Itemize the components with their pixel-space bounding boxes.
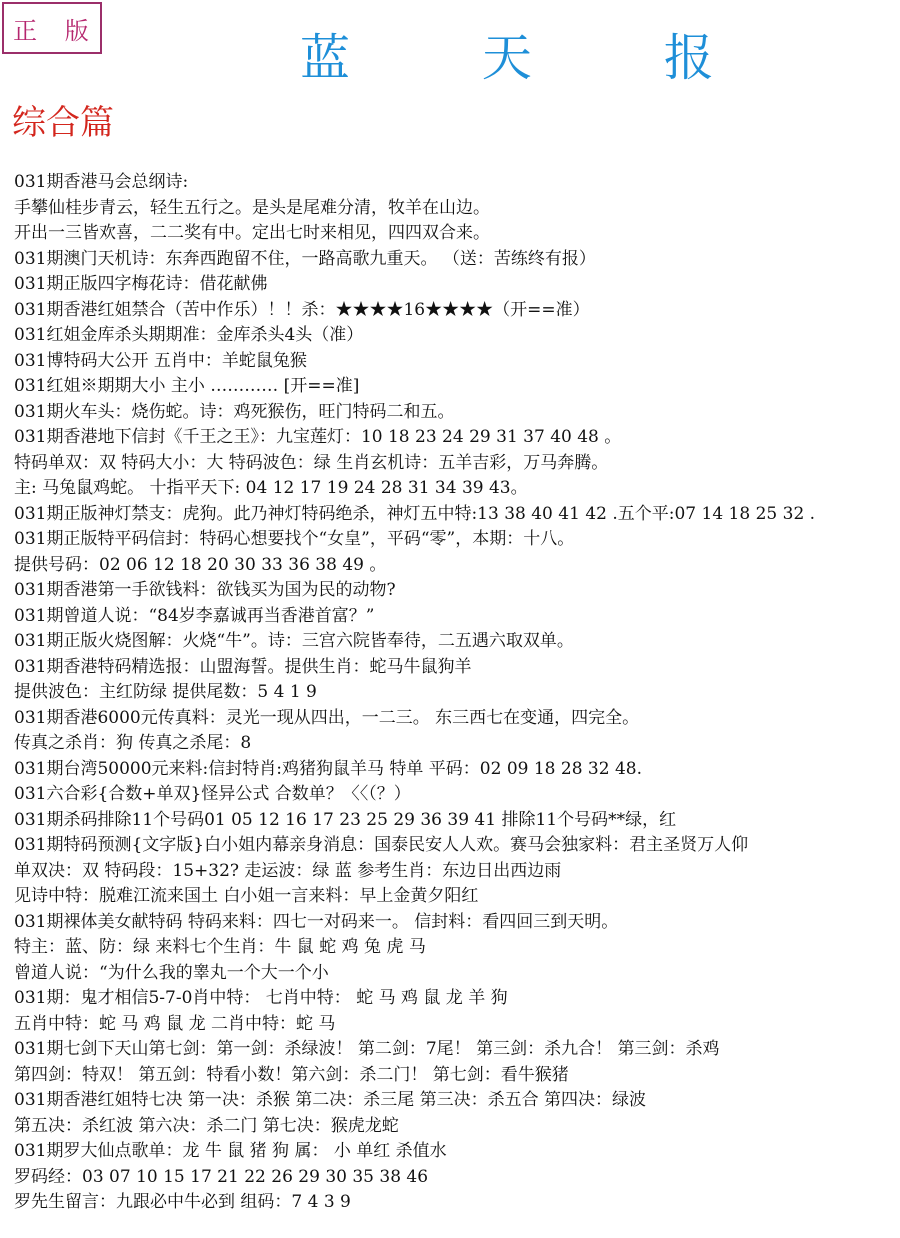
- text-line: 031期七剑下天山第七剑：第一剑：杀绿波！ 第二剑：7尾！ 第三剑：杀九合！ 第三剑：杀鸡: [14, 1039, 720, 1059]
- text-line: 第五决：杀红波 第六决：杀二门 第七决：猴虎龙蛇: [14, 1115, 399, 1136]
- text-line: 罗码经：03 07 10 15 17 21 22 26 29 30 35 38 46: [14, 1166, 429, 1187]
- text-line: 特码单双：双 特码大小：大 特码波色：绿 生肖玄机诗：五羊吉彩，万马奔腾。: [14, 452, 609, 473]
- text-line: 031期香港6000元传真料：灵光一现从四出，一二三。 东三西七在变通，四完全。: [14, 707, 640, 728]
- text-line: 031期正版特平码信封：特码心想要找个“女皇”，平码“零”，本期：十八。: [14, 529, 575, 549]
- text-line: 031期香港马会总纲诗:: [14, 172, 189, 192]
- text-line: 031期香港特码精选报：山盟海誓。提供生肖：蛇马牛鼠狗羊: [14, 656, 472, 677]
- text-line: 031期曾道人说：“84岁李嘉诚再当香港首富？”: [14, 605, 375, 626]
- text-line: 031期杀码排除11个号码01 05 12 16 17 23 25 29 36 39 41 排除11个号码**绿，红: [14, 809, 677, 830]
- section-heading: 综合篇: [12, 103, 114, 143]
- text-line: 031红姐※期期大小 主小 ………… [开==准]: [14, 376, 360, 396]
- text-line: 031期澳门天机诗：东奔西跑留不住，一路高歌九重天。 （送：苦练终有报）: [14, 248, 596, 269]
- text-line: 031期台湾50000元来料:信封特肖:鸡猪狗鼠羊马 特单 平码：02 09 18 28 32 48.: [14, 758, 643, 779]
- text-line: 特主：蓝、防：绿 来料七个生肖：牛 鼠 蛇 鸡 兔 虎 马: [14, 937, 426, 957]
- text-line: 031博特码大公开 五肖中：羊蛇鼠兔猴: [14, 350, 307, 371]
- text-line: 提供号码：02 06 12 18 20 30 33 36 38 49 。: [14, 554, 387, 575]
- text-line: 031期火车头：烧伤蛇。诗：鸡死猴伤，旺门特码二和五。: [14, 401, 455, 422]
- text-line: 031期正版火烧图解：火烧“牛”。诗：三宫六院皆奉待，二五遇六取双单。: [14, 631, 574, 651]
- text-line: 031期正版四字梅花诗：借花献佛: [14, 274, 268, 294]
- text-line: 曾道人说：“为什么我的睾丸一个大一个小: [14, 962, 329, 983]
- text-line: 031期罗大仙点歌单：龙 牛 鼠 猪 狗 属： 小 单红 杀值水: [14, 1141, 447, 1161]
- text-line: 提供波色：主红防绿 提供尾数：5 4 1 9: [14, 682, 317, 702]
- text-line: 031期特码预测{文字版}白小姐内幕亲身消息：国泰民安人人欢。赛马会独家料：君主圣贤万人仰: [14, 835, 749, 855]
- text-line: 手攀仙桂步青云，轻生五行之。是头是尾难分清，牧羊在山边。: [14, 197, 490, 218]
- text-line: 五肖中特：蛇 马 鸡 鼠 龙 二肖中特：蛇 马: [14, 1013, 336, 1034]
- text-line: 第四剑：特双！ 第五剑：特看小数！第六剑：杀二门！ 第七剑：看牛猴猪: [14, 1064, 569, 1085]
- text-line: 罗先生留言：九跟必中牛必到 组码：7 4 3 9: [14, 1192, 351, 1212]
- text-line: 031期：鬼才相信5-7-0肖中特： 七肖中特： 蛇 马 鸡 鼠 龙 羊 狗: [14, 988, 508, 1008]
- text-line: 031红姐金库杀头期期准：金库杀头4头（准）: [14, 325, 364, 345]
- text-line: 传真之杀肖：狗 传真之杀尾：8: [14, 733, 252, 753]
- text-line: 031期香港地下信封《千王之王》：九宝莲灯：10 18 23 24 29 31 37 40 48 。: [14, 427, 622, 447]
- text-line: 031期香港红姐特七决 第一决：杀猴 第二决：杀三尾 第三决：杀五合 第四决：绿波: [14, 1090, 647, 1110]
- text-line: 031期香港第一手欲钱料：欲钱买为国为民的动物?: [14, 580, 396, 600]
- text-line: 031期香港红姐禁合（苦中作乐）！！杀：★★★★16★★★★（开==准）: [14, 299, 590, 320]
- edition-badge: 正 版: [2, 2, 102, 54]
- text-line: 031期裸体美女献特码 特码来料：四七一对码来一。 信封料：看四回三到天明。: [14, 911, 619, 932]
- text-line: 031六合彩{合数+单双}怪异公式 合数单？〈〈（？）: [14, 784, 411, 804]
- text-line: 031期正版神灯禁支：虎狗。此乃神灯特码绝杀，神灯五中特:13 38 40 41 42 .五个平:07 14 18 25 32 .: [14, 503, 816, 524]
- text-line: 开出一三皆欢喜，二二奖有中。定出七时来相见，四四双合来。: [14, 223, 490, 243]
- text-line: 单双决：双 特码段：15+32? 走运波：绿 蓝 参考生肖：东边日出西边雨: [14, 860, 562, 881]
- text-line: 见诗中特：脱难江流来国土 白小姐一言来料：早上金黄夕阳红: [14, 886, 479, 906]
- article-body: [14, 170, 900, 1216]
- newspaper-title: 蓝 天 报: [300, 29, 772, 87]
- text-line: 主: 马兔鼠鸡蛇。 十指平天下: 04 12 17 19 24 28 31 34 39 43。: [14, 478, 528, 498]
